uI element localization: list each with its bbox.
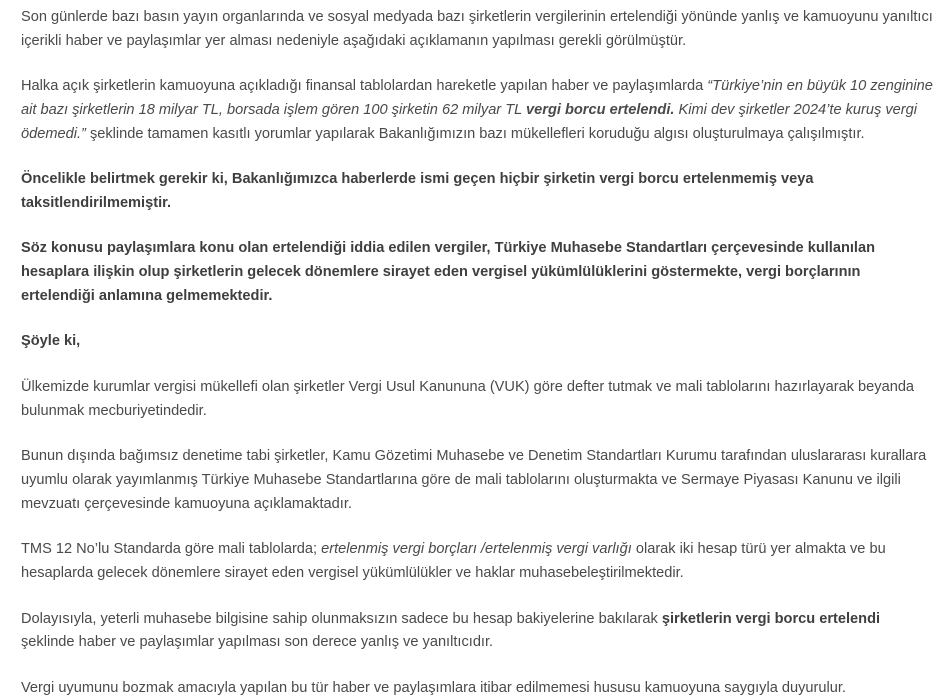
text-run: Bunun dışında bağımsız denetime tabi şirketler, Kamu Gözetimi Muhasebe ve Denetim Standartları Kurumu tarafından uluslararası kurallara uyumlu olarak yayımlanmış Türkiye Muhasebe Standartlarına göre de mali tablolarını oluşturmakta ve Sermaye Piyasası Kanunu ve ilgili mevzuatı çerçevesinde kamuoyuna açıklamaktadır. xyxy=(21,448,927,512)
text-run: vergi borcu ertelendi. xyxy=(526,101,675,118)
paragraph-soyle-ki xyxy=(21,330,937,354)
text-run: Vergi uyumunu bozmak amacıyla yapılan bu tür haber ve paylaşımlara itibar edilmemesi hususu kamuoyuna saygıyla duyurulur. xyxy=(21,679,846,696)
text-run: Dolayısıyla, yeterli muhasebe bilgisine sahip olunmaksızın sadece bu hesap bakiyelerine bakılarak xyxy=(21,610,662,627)
paragraph-statement-1 xyxy=(21,168,937,215)
paragraph-claims xyxy=(21,75,937,146)
paragraph-intro xyxy=(21,6,937,53)
paragraph-dolayisiyla xyxy=(21,608,937,655)
paragraph-statement-2 xyxy=(21,237,937,308)
paragraph-kapanis xyxy=(21,677,937,700)
text-run: şeklinde haber ve paylaşımlar yapılması son derece yanlış ve yanıltıcıdır. xyxy=(21,634,494,651)
text-run: Öncelikle belirtmek gerekir ki, Bakanlığımızca haberlerde ismi geçen hiçbir şirketin vergi borcu ertelenmemiş veya taksitlendirilmemiştir. xyxy=(21,171,814,211)
text-run: şirketlerin vergi borcu ertelendi xyxy=(661,610,881,627)
paragraph-denetim xyxy=(21,445,937,516)
text-run: Son günlerde bazı basın yayın organlarında ve sosyal medyada bazı şirketlerin vergilerinin ertelendiği yönünde yanlış ve kamuoyunu yanıltıcı içerikli haber ve paylaşımlar yer alması nedeniyle aşağıdaki açıklamanın yapılması gerekli görülmüştür. xyxy=(21,9,933,49)
text-run: Şöyle ki, xyxy=(21,333,81,350)
paragraph-list xyxy=(21,6,937,700)
text-run: şeklinde tamamen kasıtlı yorumlar yapılarak Bakanlığımızın bazı mükellefleri koruduğu algısı oluşturulmaya çalışılmıştır. xyxy=(85,125,865,142)
text-run: “Türkiye’nin en büyük 10 zenginine ait bazı şirketlerin 18 milyar TL, borsada işlem gören 100 şirketin 62 milyar TL xyxy=(21,78,933,118)
text-run: Kimi dev şirketler 2024’te kuruş vergi ödemedi.” xyxy=(21,101,917,142)
text-run: Ülkemizde kurumlar vergisi mükellefi olan şirketler Vergi Usul Kanununa (VUK) göre defter tutmak ve mali tablolarını hazırlayarak beyanda bulunmak mecburiyetindedir. xyxy=(21,379,915,419)
text-run: Halka açık şirketlerin kamuoyuna açıkladığı finansal tablolardan hareketle yapılan haber ve paylaşımlarda xyxy=(21,78,708,95)
paragraph-vuk xyxy=(21,376,937,423)
paragraph-tms12 xyxy=(21,538,937,585)
text-run: TMS 12 No’lu Standarda göre mali tablolarda; xyxy=(21,541,322,558)
text-run: ertelenmiş vergi borçları /ertelenmiş vergi varlığı xyxy=(321,541,632,558)
text-run: Söz konusu paylaşımlara konu olan ertelendiği iddia edilen vergiler, Türkiye Muhasebe Standartları çerçevesinde kullanılan hesaplara ilişkin olup şirketlerin gelecek dönemlere sirayet eden vergisel yükümlülüklerini göstermekte, vergi borçlarının ertelendiği anlamına gelmemektedir. xyxy=(21,240,876,304)
text-run: olarak iki hesap türü yer almakta ve bu hesaplarda gelecek dönemlere sirayet eden vergisel yükümlülükler ve haklar muhasebeleştirilmektedir. xyxy=(21,541,886,581)
